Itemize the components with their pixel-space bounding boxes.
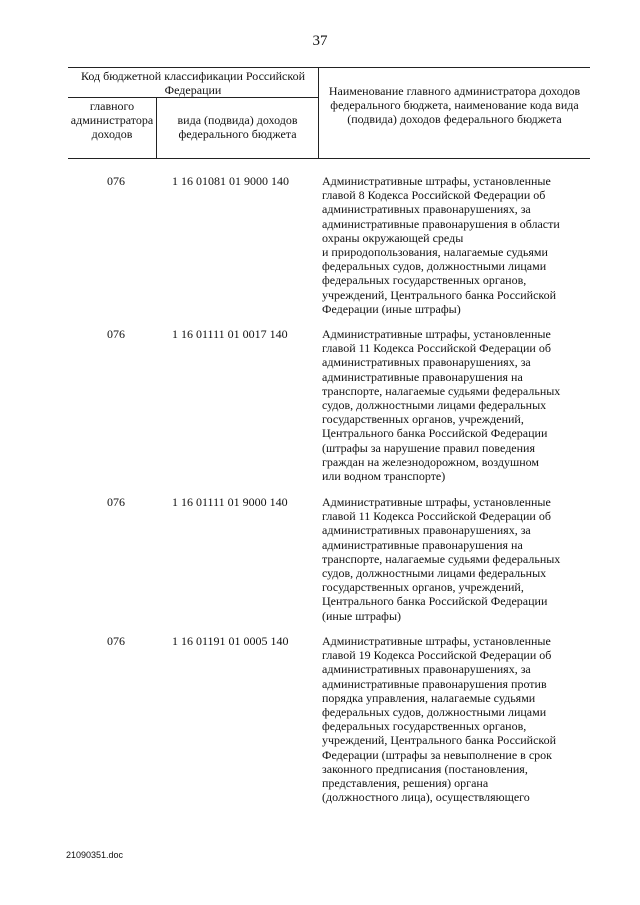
description-line: федеральных государственных органов,: [322, 719, 527, 734]
header-kind-column: вида (подвида) доходов федерального бюджета: [177, 113, 298, 141]
description-line: (иные штрафы): [322, 608, 402, 623]
budget-code: 1 16 01111 01 9000 140: [172, 495, 288, 509]
row-description: [322, 174, 590, 316]
description-line: Административные штрафы, установленные: [322, 174, 551, 188]
description-line: Федерации (иные штрафы): [322, 301, 461, 316]
admin-code: 076: [107, 327, 125, 341]
description-line: федеральных судов, должностными лицами: [322, 705, 547, 720]
description-line: Центрального банка Российской Федерации: [322, 594, 548, 609]
description-line: транспорте, налагаемые судьями федеральных: [322, 383, 561, 398]
description-line: представления, решения) органа: [322, 776, 489, 791]
budget-code: 1 16 01081 01 9000 140: [172, 174, 289, 188]
description-line: или водном транспорте): [322, 469, 446, 484]
description-line: законного предписания (постановления,: [322, 761, 528, 776]
description-line: судов, должностными лицами федеральных: [322, 398, 547, 413]
header-code-group: Код бюджетной классификации Российской Федерации: [80, 69, 306, 97]
description-line: административные правонарушения против: [322, 676, 547, 691]
description-line: государственных органов, учреждений,: [322, 412, 524, 427]
description-line: административных правонарушениях, за: [322, 662, 531, 677]
description-line: федеральных судов, должностными лицами: [322, 259, 547, 274]
description-line: и природопользования, налагаемые судьями: [322, 245, 548, 260]
description-line: учреждений, Центрального банка Российской: [322, 287, 557, 302]
header-name-column: Наименование главного администратора доходов федерального бюджета, наименование кода вида (подвида) доходов федерального бюджета: [328, 84, 581, 126]
description-line: административных правонарушениях, за: [322, 202, 531, 217]
description-line: главой 19 Кодекса Российской Федерации об: [322, 648, 552, 663]
description-line: граждан на железнодорожном, воздушном: [322, 454, 540, 469]
admin-code: 076: [107, 495, 125, 509]
document-filename: 21090351.doc: [66, 850, 124, 860]
description-line: Административные штрафы, установленные: [322, 327, 551, 341]
description-line: учреждений, Центрального банка Российской: [322, 733, 557, 748]
page-number: 37: [312, 33, 328, 49]
admin-code: 076: [107, 174, 125, 188]
row-description: [322, 327, 590, 483]
admin-code: 076: [107, 634, 125, 648]
description-line: Административные штрафы, установленные: [322, 495, 551, 509]
description-line: Федерации (штрафы за невыполнение в срок: [322, 747, 552, 762]
description-line: федеральных государственных органов,: [322, 273, 527, 288]
description-line: Центрального банка Российской Федерации: [322, 426, 548, 441]
header-admin-column: главного администратора доходов: [70, 99, 154, 141]
description-line: административные правонарушения в области: [322, 216, 560, 231]
budget-code: 1 16 01191 01 0005 140: [172, 634, 289, 648]
description-line: Административные штрафы, установленные: [322, 634, 551, 648]
description-line: главой 11 Кодекса Российской Федерации об: [322, 341, 551, 356]
description-line: главой 11 Кодекса Российской Федерации об: [322, 509, 551, 524]
description-line: охраны окружающей среды: [322, 230, 464, 245]
table-header: [68, 67, 590, 159]
description-line: (штрафы за нарушение правил поведения: [322, 440, 535, 455]
row-description: [322, 495, 590, 623]
description-line: административных правонарушениях, за: [322, 355, 531, 370]
description-line: административные правонарушения на: [322, 369, 523, 384]
description-line: государственных органов, учреждений,: [322, 580, 524, 595]
description-line: административные правонарушения на: [322, 537, 523, 552]
description-line: судов, должностными лицами федеральных: [322, 566, 547, 581]
description-line: (должностного лица), осуществляющего: [322, 790, 530, 805]
description-line: порядка управления, налагаемые судьями: [322, 690, 536, 705]
header-divider-sub-horizontal: [68, 97, 318, 98]
row-description: [322, 634, 590, 804]
description-line: главой 8 Кодекса Российской Федерации об: [322, 188, 546, 203]
budget-code: 1 16 01111 01 0017 140: [172, 327, 288, 341]
description-line: транспорте, налагаемые судьями федеральных: [322, 551, 561, 566]
description-line: административных правонарушениях, за: [322, 523, 531, 538]
